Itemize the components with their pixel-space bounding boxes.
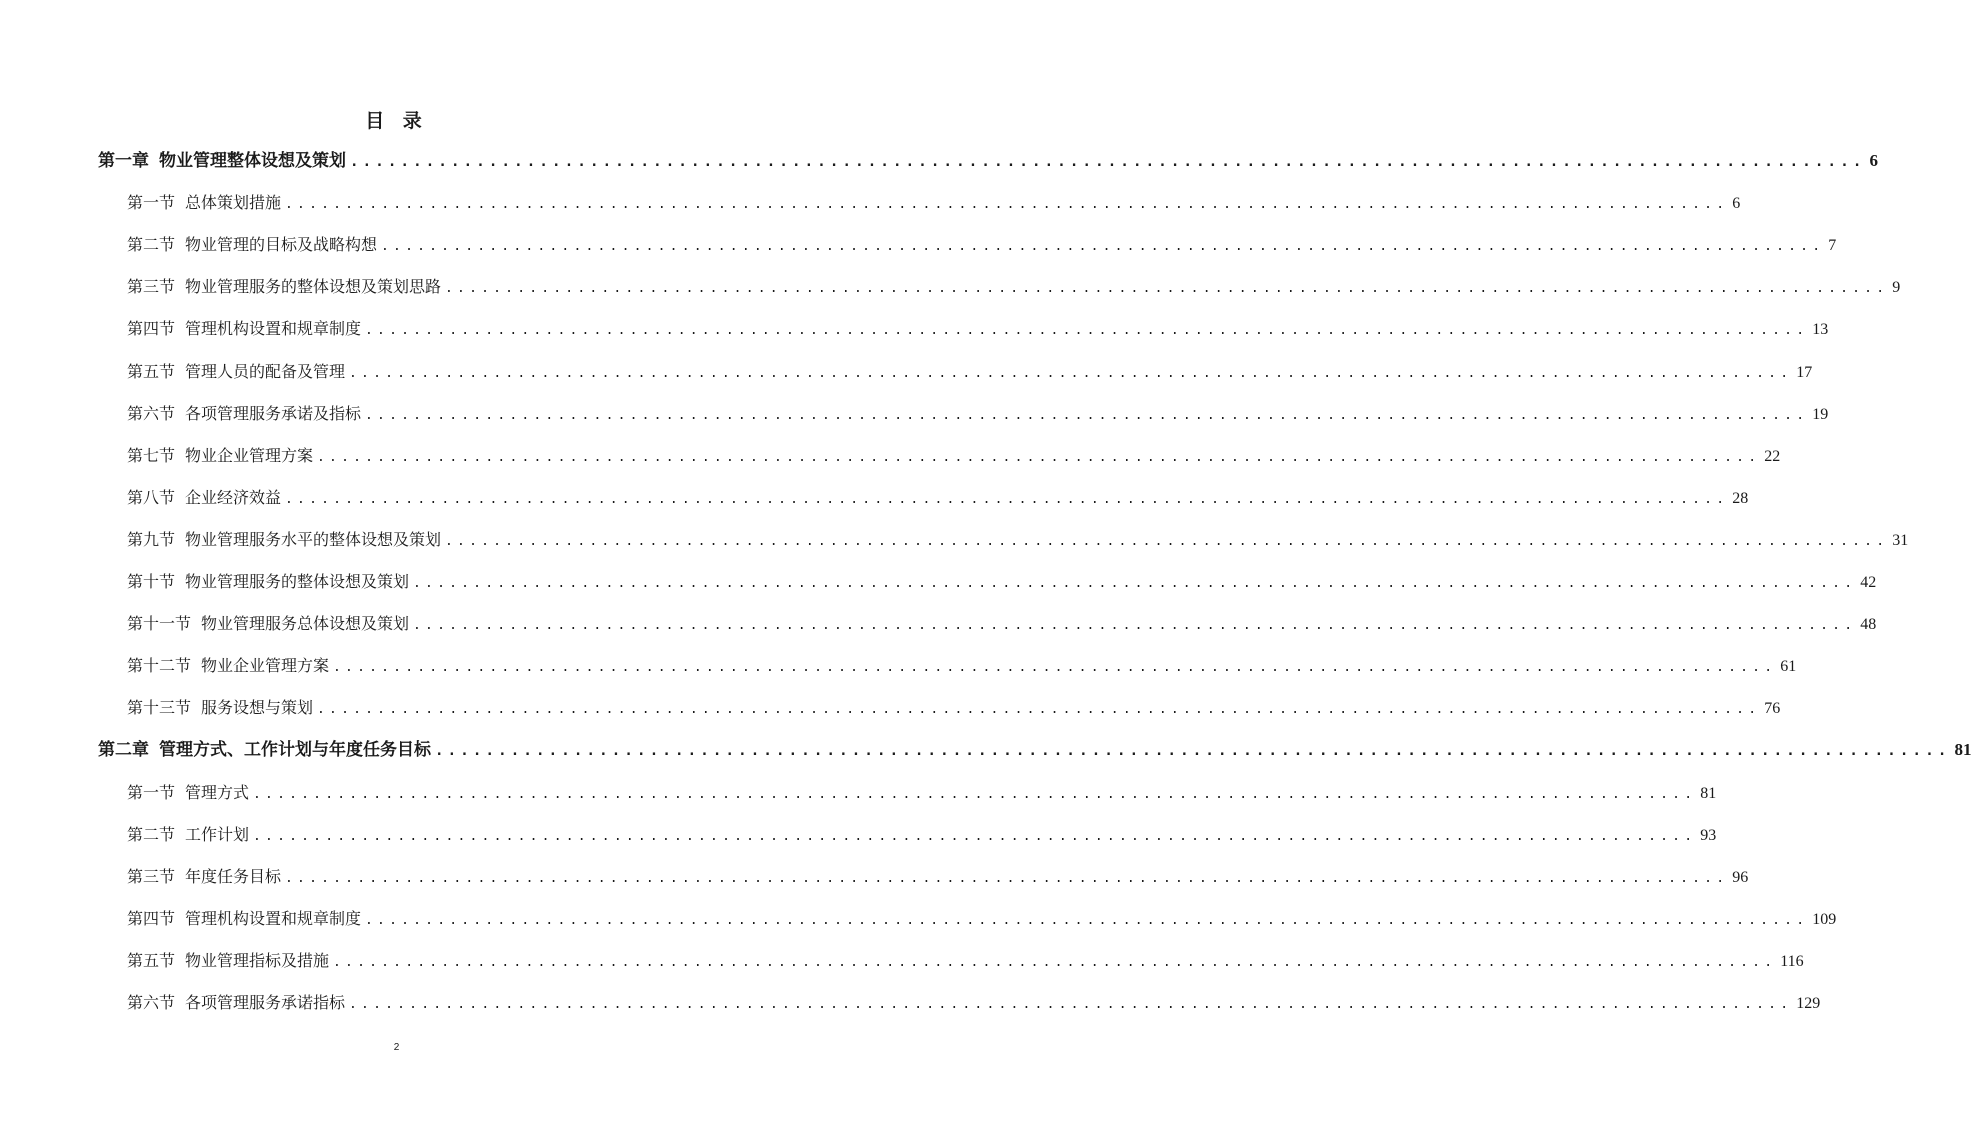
toc-entry-number: 第五节	[127, 950, 176, 970]
toc-entry-number: 第十三节	[127, 698, 192, 718]
toc-dot-leader: ........................................................................................................................	[285, 870, 1729, 886]
toc-section-entry[interactable]	[127, 443, 1781, 469]
toc-section-entry[interactable]	[127, 822, 1717, 848]
toc-dot-leader: ........................................................................................................................	[445, 281, 1889, 297]
toc-dot-leader: ........................................................................................................................	[381, 239, 1825, 255]
toc-entry-number: 第三节	[127, 277, 176, 297]
toc-entry-title: 各项管理服务承诺指标	[185, 993, 346, 1012]
toc-dot-leader: ........................................................................................................................	[349, 997, 1793, 1012]
toc-entry-title: 年度任务目标	[185, 866, 282, 886]
toc-entry-number: 第二章	[98, 740, 149, 761]
toc-section-entry[interactable]	[127, 780, 1717, 806]
page-number: 2	[393, 1042, 400, 1053]
toc-entry-page: 22	[1764, 447, 1781, 465]
toc-entry-title: 管理机构设置和规章制度	[185, 908, 362, 928]
toc-entry-number: 第四节	[127, 908, 176, 928]
toc-section-entry[interactable]	[127, 401, 1829, 427]
toc-dot-leader: ........................................................................................................................	[435, 743, 1951, 760]
toc-chapter-entry[interactable]	[98, 737, 1971, 763]
toc-entry-page: 31	[1892, 531, 1909, 549]
toc-section-entry[interactable]	[127, 948, 1804, 974]
toc-entry-title: 物业管理指标及措施	[185, 950, 330, 970]
toc-entry-page: 19	[1812, 405, 1829, 423]
toc-entry-page: 116	[1780, 952, 1804, 970]
toc-entry-number: 第四节	[127, 319, 176, 339]
toc-entry-page: 6	[1732, 195, 1741, 213]
toc-dot-leader: ........................................................................................................................	[365, 912, 1809, 928]
toc-entry-number: 第十节	[127, 572, 176, 591]
toc-section-entry[interactable]	[127, 316, 1829, 342]
toc-entry-page: 81	[1954, 740, 1971, 760]
toc-entry-page: 42	[1860, 574, 1877, 591]
toc-section-entry[interactable]	[127, 611, 1877, 637]
toc-entry-number: 第十二节	[127, 656, 192, 676]
toc-dot-leader: ........................................................................................................................	[317, 702, 1761, 718]
toc-entry-number: 第二节	[127, 235, 176, 255]
toc-entry-number: 第一节	[127, 193, 176, 213]
toc-entry-title: 企业经济效益	[185, 487, 282, 507]
toc-entry-number: 第七节	[127, 445, 176, 465]
toc-entry-page: 9	[1892, 279, 1901, 297]
toc-entry-title: 管理机构设置和规章制度	[185, 319, 362, 339]
toc-dot-leader: ........................................................................................................................	[333, 660, 1777, 676]
toc-dot-leader: ........................................................................................................................	[349, 365, 1793, 381]
toc-dot-leader: ........................................................................................................................	[285, 197, 1729, 213]
toc-entry-page: 81	[1700, 784, 1717, 802]
toc-entry-number: 第二节	[127, 824, 176, 844]
page-title: 目 录	[365, 110, 428, 132]
toc-entry-number: 第十一节	[127, 614, 192, 634]
toc-entry-page: 61	[1780, 658, 1797, 676]
toc-entry-title: 物业管理服务水平的整体设想及策划	[185, 529, 442, 549]
toc-entry-title: 管理方式	[185, 782, 250, 802]
toc-section-entry[interactable]	[127, 569, 1877, 595]
toc-entry-title: 总体策划措施	[185, 193, 282, 213]
toc-section-entry[interactable]	[127, 274, 1901, 300]
toc-entry-title: 物业企业管理方案	[201, 656, 330, 676]
toc-entry-title: 物业管理整体设想及策划	[159, 151, 346, 171]
toc-dot-leader: ........................................................................................................................	[365, 323, 1809, 339]
toc-dot-leader: ........................................................................................................................	[413, 576, 1857, 591]
toc-entry-number: 第六节	[127, 993, 176, 1012]
toc-entry-page: 76	[1764, 700, 1781, 718]
toc-entry-page: 28	[1732, 489, 1749, 507]
toc-entry-number: 第三节	[127, 866, 176, 886]
toc-entry-number: 第五节	[127, 361, 176, 381]
toc-chapter-entry[interactable]	[98, 148, 1878, 174]
toc-entry-number: 第九节	[127, 529, 176, 549]
toc-section-entry[interactable]	[127, 653, 1797, 679]
toc-section-entry[interactable]	[127, 232, 1837, 258]
toc-entry-title: 服务设想与策划	[201, 698, 314, 718]
toc-dot-leader: ........................................................................................................................	[350, 154, 1866, 170]
toc-section-entry[interactable]	[127, 359, 1813, 385]
toc-entry-page: 7	[1828, 237, 1837, 255]
toc-section-entry[interactable]	[127, 990, 1821, 1016]
toc-entry-title: 工作计划	[185, 824, 250, 844]
toc-dot-leader: ........................................................................................................................	[253, 828, 1697, 844]
toc-entry-page: 93	[1700, 826, 1717, 844]
toc-section-entry[interactable]	[127, 864, 1749, 890]
toc-entry-page: 96	[1732, 868, 1749, 886]
toc-entry-page: 129	[1796, 995, 1821, 1012]
toc-dot-leader: ........................................................................................................................	[317, 449, 1761, 465]
toc-section-entry[interactable]	[127, 527, 1909, 553]
toc-entry-title: 管理人员的配备及管理	[185, 361, 346, 381]
toc-entry-title: 物业管理服务的整体设想及策划思路	[185, 277, 442, 297]
toc-entry-page: 6	[1869, 151, 1878, 170]
toc-section-entry[interactable]	[127, 695, 1781, 721]
toc-entry-page: 17	[1796, 363, 1813, 381]
toc-section-entry[interactable]	[127, 906, 1837, 932]
toc-entry-title: 管理方式、工作计划与年度任务目标	[159, 740, 431, 761]
toc-section-entry[interactable]	[127, 190, 1741, 216]
toc-entry-title: 物业管理服务的整体设想及策划	[185, 572, 410, 591]
toc-dot-leader: ........................................................................................................................	[445, 533, 1889, 549]
toc-section-entry[interactable]	[127, 485, 1749, 511]
toc-entry-title: 物业管理的目标及战略构想	[185, 235, 378, 255]
toc-dot-leader: ........................................................................................................................	[333, 954, 1777, 970]
toc-entry-page: 48	[1860, 616, 1877, 634]
toc-dot-leader: ........................................................................................................................	[285, 491, 1729, 507]
toc-dot-leader: ........................................................................................................................	[253, 786, 1697, 802]
toc-entry-title: 物业企业管理方案	[185, 445, 314, 465]
toc-dot-leader: ........................................................................................................................	[365, 407, 1809, 423]
toc-entry-number: 第六节	[127, 403, 176, 423]
toc-entry-page: 13	[1812, 321, 1829, 339]
toc-dot-leader: ........................................................................................................................	[413, 618, 1857, 634]
toc-entry-number: 第一节	[127, 782, 176, 802]
toc-entry-number: 第八节	[127, 487, 176, 507]
toc-entry-number: 第一章	[98, 151, 149, 171]
toc-entry-title: 各项管理服务承诺及指标	[185, 403, 362, 423]
toc-entry-title: 物业管理服务总体设想及策划	[201, 614, 410, 634]
toc-entry-page: 109	[1812, 910, 1837, 928]
